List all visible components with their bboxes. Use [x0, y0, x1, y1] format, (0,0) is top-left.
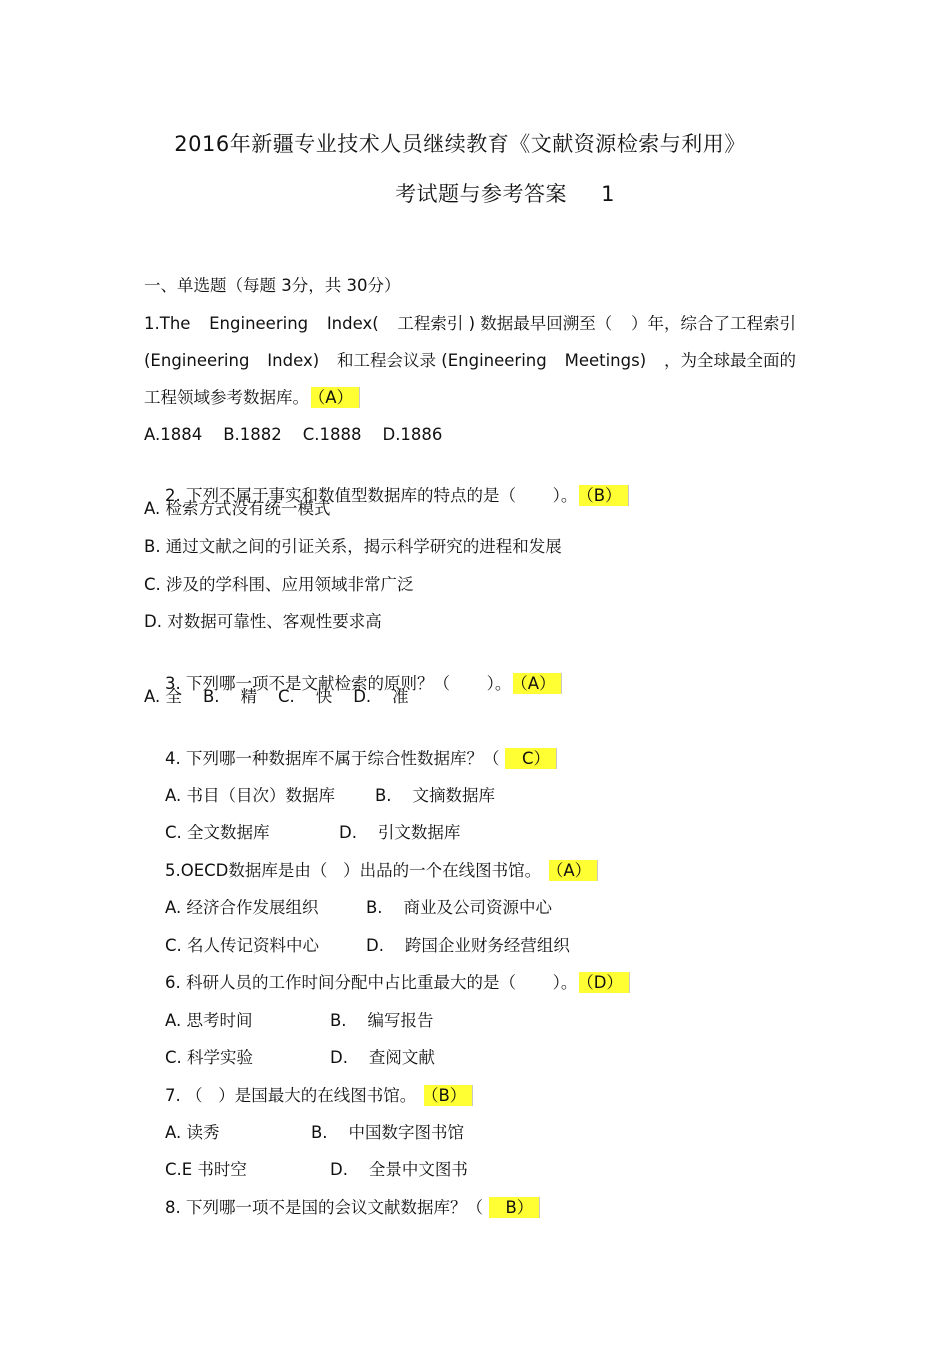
- question-2-option-a: A. 检索方式没有统一模式: [144, 499, 331, 518]
- q6-option-d: D. 查阅文献: [329, 1048, 435, 1067]
- document-title: 2016年新疆专业技术人员继续教育《文献资源检索与利用》: [174, 132, 746, 156]
- q1-text-part: (Engineering: [144, 351, 250, 370]
- question-4-options-row-2: [144, 797, 461, 842]
- q1-text-part: Index): [267, 351, 320, 370]
- subtitle-number: 1: [601, 182, 615, 206]
- question-4: [144, 723, 557, 768]
- q4-answer-highlight: C）: [505, 748, 557, 769]
- question-3-options: A. 全 B. 精 C. 快 D. 准: [144, 687, 409, 706]
- document-subtitle: [0, 178, 950, 208]
- question-4-options-row-1: [144, 760, 496, 805]
- q4-option-b: B. 文摘数据库: [374, 786, 496, 805]
- q4-option-d: D. 引文数据库: [338, 823, 461, 842]
- question-5-options-row-2: [144, 910, 570, 955]
- question-6-options-row-1: [144, 985, 434, 1030]
- q4-text: 4. 下列哪一种数据库不属于综合性数据库？（: [164, 749, 500, 768]
- question-1-line-3: [144, 386, 360, 410]
- question-3: [144, 648, 562, 693]
- question-7: [144, 1060, 473, 1105]
- section-heading: 一、单选题（每题 3分，共 30分）: [144, 276, 401, 295]
- question-6-options-row-2: [144, 1022, 435, 1067]
- q1-text-part: 和工程会议录 (Engineering: [337, 351, 547, 370]
- question-5: [144, 835, 598, 880]
- q2-answer-highlight: （B）: [579, 485, 628, 506]
- q3-text: 3. 下列哪一项不是文献检索的原则？（ ）。: [164, 674, 512, 693]
- q1-text-part: ，为全球最全面的: [664, 351, 796, 370]
- q6-text: 6. 科研人员的工作时间分配中占比重最大的是（ ）。: [164, 973, 578, 992]
- question-5-options-row-1: [144, 872, 553, 917]
- question-6: [144, 947, 630, 992]
- subtitle-text: 考试题与参考答案: [395, 182, 568, 206]
- question-7-options-row-2: [144, 1134, 468, 1179]
- question-2-option-b: B. 通过文献之间的引证关系，揭示科学研究的进程和发展: [144, 537, 562, 556]
- q5-option-b: B. 商业及公司资源中心: [365, 898, 553, 917]
- q4-option-c: C. 全文数据库: [164, 823, 270, 842]
- question-2-option-d: D. 对数据可靠性、客观性要求高: [144, 612, 382, 631]
- question-7-options-row-1: [144, 1097, 465, 1142]
- q5-option-a: A. 经济合作发展组织: [164, 898, 319, 917]
- q1-text-part: Index(: [326, 314, 379, 333]
- q1-text: 工程领域参考数据库。: [144, 388, 309, 407]
- question-8: [144, 1172, 540, 1217]
- q6-option-b: B. 编写报告: [329, 1011, 434, 1030]
- q6-option-a: A. 思考时间: [164, 1011, 253, 1030]
- q8-answer-highlight: B）: [489, 1197, 540, 1218]
- q5-option-c: C. 名人传记资料中心: [164, 936, 319, 955]
- q6-option-c: C. 科学实验: [164, 1048, 253, 1067]
- q1-text-part: ）年，综合了工程索引: [631, 314, 796, 333]
- q7-option-d: D. 全景中文图书: [329, 1160, 468, 1179]
- q2-text: 2. 下列不属于事实和数值型数据库的特点的是（ ）。: [164, 486, 578, 505]
- q5-answer-highlight: （A）: [549, 860, 598, 881]
- q7-text: 7. （ ）是国最大的在线图书馆。: [164, 1086, 417, 1105]
- question-1-line-1: [144, 312, 796, 336]
- question-1-options: A.1884 B.1882 C.1888 D.1886: [144, 425, 443, 444]
- question-2-option-c: C. 涉及的学科围、应用领域非常广泛: [144, 575, 414, 594]
- q1-text-part: Meetings): [564, 351, 647, 370]
- q8-text: 8. 下列哪一项不是国的会议文献数据库？（: [164, 1198, 483, 1217]
- question-2: [144, 460, 629, 505]
- q7-option-b: B. 中国数字图书馆: [310, 1123, 465, 1142]
- q7-option-a: A. 读秀: [164, 1123, 220, 1142]
- q1-text-part: 工程索引 ) 数据最早回溯至（: [397, 314, 613, 333]
- question-1-line-2: [144, 349, 796, 373]
- q4-option-a: A. 书目（目次）数据库: [164, 786, 335, 805]
- q5-option-d: D. 跨国企业财务经营组织: [365, 936, 570, 955]
- q5-text: 5.OECD数据库是由（ ）出品的一个在线图书馆。: [164, 861, 542, 880]
- q3-answer-highlight: （A）: [513, 673, 562, 694]
- q1-text-part: Engineering: [209, 314, 309, 333]
- q1-text-part: 1.The: [144, 314, 191, 333]
- q7-option-c: C.E 书时空: [164, 1160, 247, 1179]
- q1-answer-highlight: （A）: [311, 387, 360, 408]
- q7-answer-highlight: （B）: [424, 1085, 473, 1106]
- q6-answer-highlight: （D）: [579, 972, 629, 993]
